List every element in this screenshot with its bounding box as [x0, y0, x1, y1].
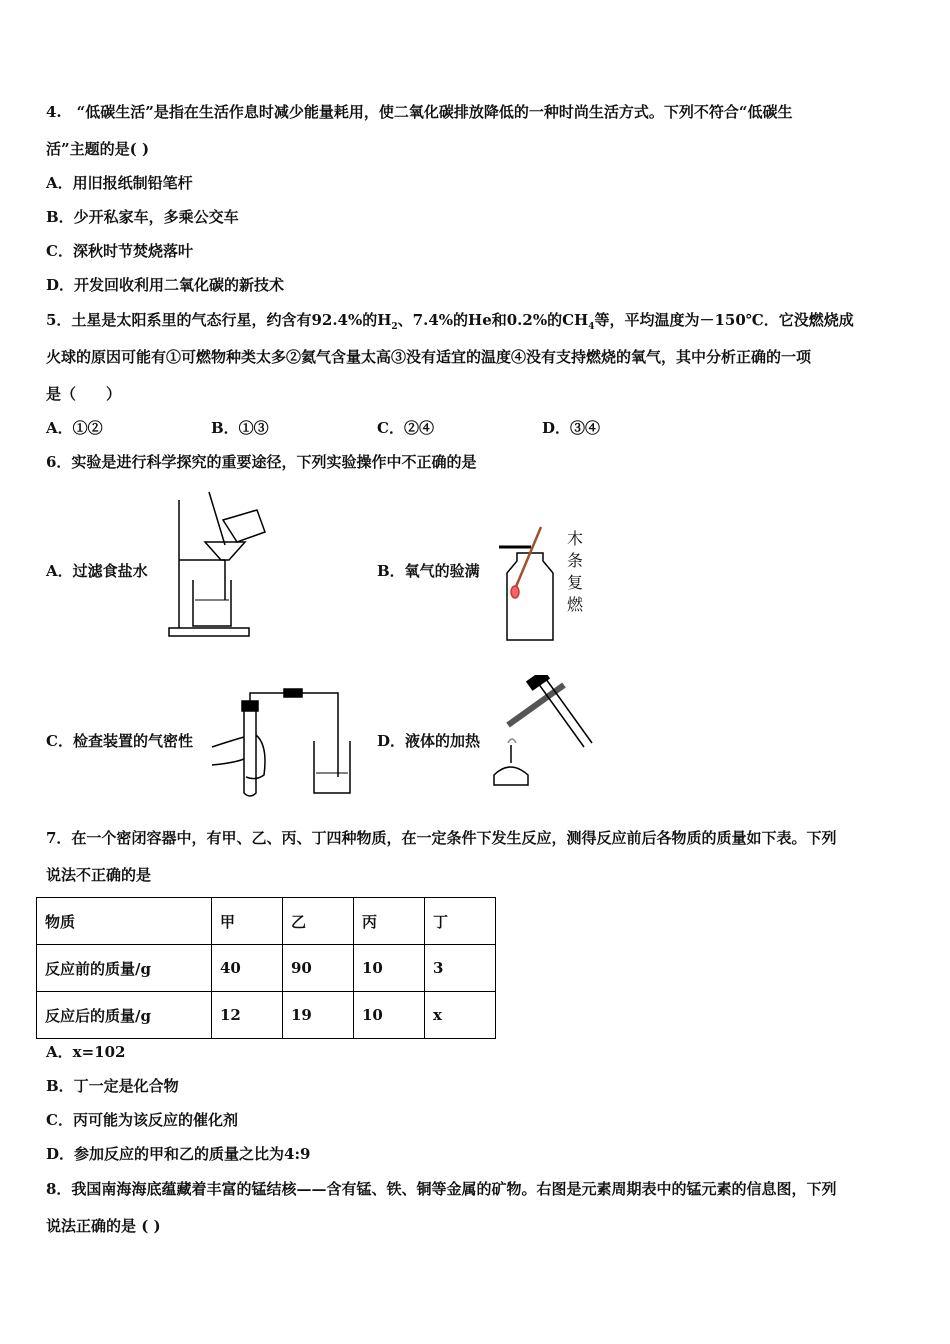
table-row [37, 992, 496, 1039]
q5-text: 5．土星是太阳系里的气态行星，约含有92.4%的H [46, 311, 392, 329]
table-cell: 反应后的质量/g [37, 992, 212, 1039]
table-cell: 反应前的质量/g [37, 945, 212, 992]
liquid-heating-figure [488, 675, 603, 790]
q6-option-b: B．氧气的验满 [377, 562, 480, 580]
table-cell: x [425, 992, 496, 1039]
q4-stem-line2: 活”主题的是( ) [46, 140, 150, 158]
table-cell: 10 [354, 992, 425, 1039]
q5-option-c: C．②④ [377, 419, 434, 437]
table-cell: 3 [425, 945, 496, 992]
table-cell: 19 [283, 992, 354, 1039]
q5-option-d: D．③④ [542, 419, 601, 437]
q4-option-d: D．开发回收利用二氧化碳的新技术 [46, 276, 285, 294]
q7-option-d: D．参加反应的甲和乙的质量之比为4:9 [46, 1145, 311, 1163]
table-cell: 90 [283, 945, 354, 992]
subscript: 2 [391, 322, 398, 332]
subscript: 4 [588, 322, 595, 332]
q6-option-d: D．液体的加热 [377, 732, 481, 750]
q6-option-a: A．过滤食盐水 [46, 562, 148, 580]
figure-b-label: 木条复燃 [566, 529, 583, 614]
q7-option-b: B．丁一定是化合物 [46, 1077, 179, 1095]
q8-stem-line1: 8．我国南海海底蕴藏着丰富的锰结核——含有锰、铁、铜等金属的矿物。右图是元素周期表中的锰元素的信息图，下列 [46, 1180, 837, 1198]
filtration-apparatus-figure [165, 490, 275, 640]
q5-stem-line2: 火球的原因可能有①可燃物种类太多②氦气含量太高③没有适宜的温度④没有支持燃烧的氧气，其中分析正确的一项 [46, 348, 812, 366]
q4-option-a: A．用旧报纸制铅笔杆 [46, 174, 193, 192]
q5-option-b: B．①③ [211, 419, 269, 437]
table-header-cell: 丙 [354, 898, 425, 945]
q5-option-a: A．①② [46, 419, 103, 437]
table-cell: 10 [354, 945, 425, 992]
q6-option-c: C．检查装置的气密性 [46, 732, 193, 750]
q5-text: 、7.4%的He和0.2%的CH [397, 311, 589, 329]
table-cell: 40 [212, 945, 283, 992]
table-cell: 12 [212, 992, 283, 1039]
q4-option-c: C．深秋时节焚烧落叶 [46, 242, 193, 260]
q4-stem-line1: 4. “低碳生活”是指在生活作息时减少能量耗用，使二氧化碳排放降低的一种时尚生活方式。下列不符合“低碳生 [46, 103, 793, 121]
q7-option-a: A．x=102 [46, 1043, 126, 1061]
q8-stem-line2: 说法正确的是 ( ) [46, 1217, 161, 1235]
oxygen-test-figure [495, 525, 565, 645]
table-header-cell: 乙 [283, 898, 354, 945]
q4-option-b: B．少开私家车，多乘公交车 [46, 208, 239, 226]
q7-option-c: C．丙可能为该反应的催化剂 [46, 1111, 238, 1129]
q7-stem-line1: 7．在一个密闭容器中，有甲、乙、丙、丁四种物质，在一定条件下发生反应，测得反应前后各物质的质量如下表。下列 [46, 829, 837, 847]
mass-table [36, 897, 496, 1039]
table-header-cell: 甲 [212, 898, 283, 945]
q7-stem-line2: 说法不正确的是 [46, 866, 152, 884]
table-header-row [37, 898, 496, 945]
table-row [37, 945, 496, 992]
table-header-cell: 物质 [37, 898, 212, 945]
table-header-cell: 丁 [425, 898, 496, 945]
q5-stem-line1 [46, 310, 854, 337]
q5-text: 等，平均温度为－150℃．它没燃烧成 [594, 311, 854, 329]
q6-stem: 6．实验是进行科学探究的重要途径，下列实验操作中不正确的是 [46, 453, 477, 471]
airtightness-check-figure [210, 685, 360, 800]
q5-stem-line3: 是（ ） [46, 385, 122, 403]
